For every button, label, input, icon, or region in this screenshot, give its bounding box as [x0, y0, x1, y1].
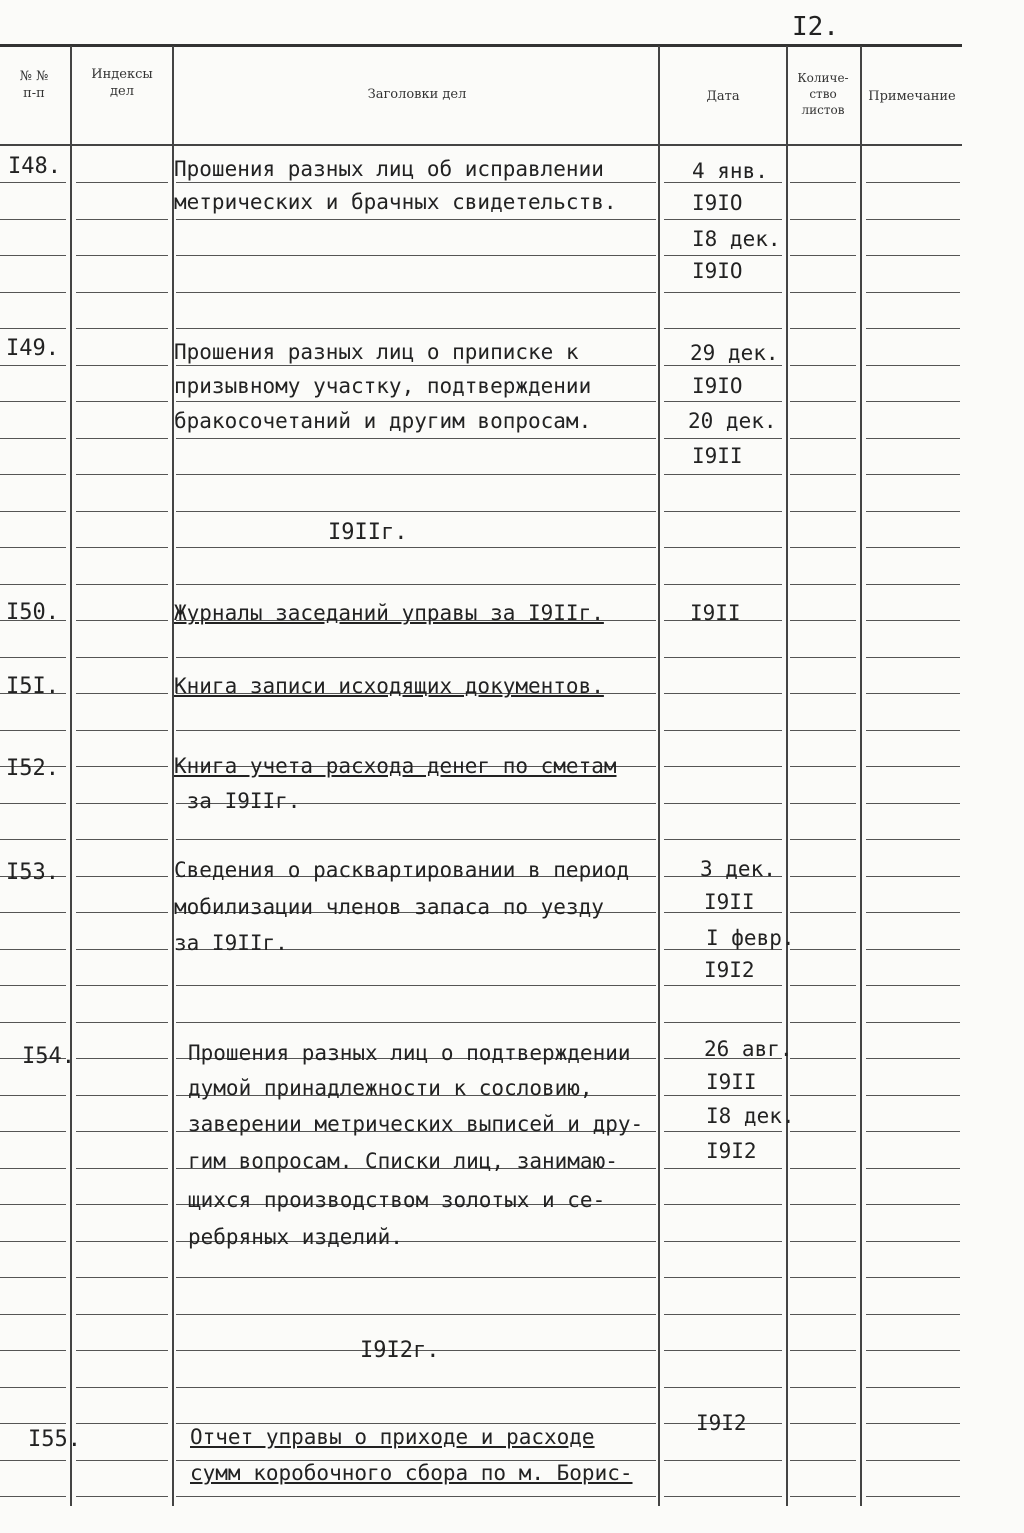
ruled-line: [0, 255, 66, 256]
ruled-line: [0, 657, 66, 658]
ruled-line: [176, 401, 656, 402]
ruled-line: [664, 1387, 782, 1388]
ruled-line: [790, 1204, 856, 1205]
ruled-line: [790, 1350, 856, 1351]
ruled-line: [0, 584, 66, 585]
ruled-line: [790, 1314, 856, 1315]
ruled-line: [866, 365, 960, 366]
header-index: Индексы дел: [91, 67, 153, 99]
ruled-line: [866, 1022, 960, 1023]
ruled-line: [866, 839, 960, 840]
ruled-line: [664, 328, 782, 329]
ruled-line: [0, 1241, 66, 1242]
ruled-line: [866, 1423, 960, 1424]
ruled-line: [790, 803, 856, 804]
ruled-line: [790, 1095, 856, 1096]
record-date-line: 26 авг.: [704, 1037, 793, 1061]
record-title-line: гим вопросам. Списки лиц, занимаю-: [188, 1149, 618, 1173]
ruled-line: [176, 511, 656, 512]
ruled-line: [176, 584, 656, 585]
ruled-line: [76, 255, 168, 256]
ruled-line: [176, 365, 656, 366]
ruled-line: [866, 474, 960, 475]
ruled-line: [866, 912, 960, 913]
ruled-line: [176, 328, 656, 329]
ruled-line: [176, 547, 656, 548]
ruled-line: [0, 839, 66, 840]
ruled-line: [176, 730, 656, 731]
ruled-line: [0, 1387, 66, 1388]
ruled-line: [664, 1168, 782, 1169]
ruled-line: [76, 219, 168, 220]
record-title-line: Прошения разных лиц о подтверждении: [188, 1041, 631, 1065]
ruled-line: [76, 876, 168, 877]
ruled-line: [176, 1022, 656, 1023]
ruled-line: [664, 1131, 782, 1132]
ruled-line: [0, 1350, 66, 1351]
ruled-line: [76, 1168, 168, 1169]
ruled-line: [76, 839, 168, 840]
ruled-line: [664, 255, 782, 256]
ruled-line: [866, 657, 960, 658]
ruled-line: [176, 255, 656, 256]
ruled-line: [866, 1131, 960, 1132]
ruled-line: [176, 1387, 656, 1388]
ruled-line: [664, 803, 782, 804]
ruled-line: [76, 912, 168, 913]
record-date-line: 20 дек.: [688, 409, 777, 433]
header-num: № № п-п: [19, 69, 49, 101]
ruled-line: [790, 1387, 856, 1388]
ruled-line: [664, 1314, 782, 1315]
record-title-line: за I9IIг.: [174, 931, 288, 955]
record-title-line: призывному участку, подтверждении: [174, 374, 592, 398]
ruled-line: [76, 985, 168, 986]
col-rule-3: [658, 46, 660, 1506]
ruled-line: [790, 693, 856, 694]
ruled-line: [76, 547, 168, 548]
ruled-line: [0, 1168, 66, 1169]
record-date-line: I февр.: [706, 926, 795, 950]
record-date-line: I9IO: [692, 191, 743, 215]
year-heading: I9IIг.: [328, 520, 408, 545]
ruled-line: [0, 1131, 66, 1132]
ruled-line: [790, 1460, 856, 1461]
record-number: I49.: [6, 336, 59, 361]
ruled-line: [664, 766, 782, 767]
record-title-line: Прошения разных лиц об исправлении: [174, 157, 604, 181]
ruled-line: [866, 1496, 960, 1497]
ruled-line: [0, 511, 66, 512]
ruled-line: [664, 839, 782, 840]
ruled-line: [0, 1314, 66, 1315]
ruled-line: [76, 657, 168, 658]
record-date-line: I9II: [692, 444, 743, 468]
ruled-line: [0, 912, 66, 913]
ruled-line: [790, 766, 856, 767]
record-title-line: Отчет управы о приходе и расходе: [190, 1425, 595, 1449]
ruled-line: [664, 219, 782, 220]
ruled-line: [664, 1022, 782, 1023]
ruled-line: [664, 511, 782, 512]
ruled-line: [866, 1460, 960, 1461]
ruled-line: [790, 584, 856, 585]
ruled-line: [76, 1204, 168, 1205]
record-date-line: I9II: [706, 1070, 757, 1094]
ruled-line: [76, 730, 168, 731]
ruled-line: [76, 584, 168, 585]
ruled-line: [866, 182, 960, 183]
ruled-line: [664, 657, 782, 658]
record-title-line: щихся производством золотых и се-: [188, 1188, 606, 1212]
record-title-line: заверении метрических выписей и дру-: [188, 1112, 644, 1136]
ruled-line: [0, 1423, 66, 1424]
record-title-line: метрических и брачных свидетельств.: [174, 190, 617, 214]
ruled-line: [0, 1496, 66, 1497]
page-number: I2.: [792, 12, 839, 42]
ruled-line: [790, 1423, 856, 1424]
ruled-line: [76, 401, 168, 402]
ruled-line: [866, 292, 960, 293]
ruled-line: [0, 985, 66, 986]
ruled-line: [664, 1095, 782, 1096]
top-rule: [0, 44, 962, 47]
ruled-line: [176, 985, 656, 986]
ruled-line: [866, 401, 960, 402]
ruled-line: [866, 1277, 960, 1278]
record-date-line: I8 дек.: [692, 227, 781, 251]
ruled-line: [790, 328, 856, 329]
ruled-line: [790, 839, 856, 840]
ruled-line: [0, 182, 66, 183]
ruled-line: [790, 730, 856, 731]
record-date-line: I8 дек.: [706, 1104, 795, 1128]
record-title-line: думой принадлежности к сословию,: [188, 1076, 593, 1100]
ruled-line: [664, 1460, 782, 1461]
ruled-line: [76, 949, 168, 950]
record-number: I54.: [22, 1044, 75, 1069]
record-date-line: I9II: [704, 890, 755, 914]
ruled-line: [866, 547, 960, 548]
ruled-line: [176, 1314, 656, 1315]
ruled-line: [866, 620, 960, 621]
ruled-line: [790, 547, 856, 548]
ruled-line: [790, 657, 856, 658]
ruled-line: [76, 1314, 168, 1315]
ruled-line: [0, 1277, 66, 1278]
ruled-line: [866, 1241, 960, 1242]
ruled-line: [664, 1277, 782, 1278]
ruled-line: [176, 1496, 656, 1497]
ruled-line: [76, 438, 168, 439]
ruled-line: [76, 1423, 168, 1424]
ruled-line: [0, 474, 66, 475]
ruled-line: [76, 1350, 168, 1351]
ruled-line: [0, 1022, 66, 1023]
ruled-line: [866, 1350, 960, 1351]
ruled-line: [866, 803, 960, 804]
ruled-line: [790, 182, 856, 183]
ruled-line: [790, 438, 856, 439]
ruled-line: [176, 438, 656, 439]
ruled-line: [664, 1241, 782, 1242]
ruled-line: [790, 511, 856, 512]
ruled-line: [0, 365, 66, 366]
record-date-line: 3 дек.: [700, 857, 776, 881]
ruled-line: [76, 1058, 168, 1059]
ruled-line: [76, 292, 168, 293]
record-number: I50.: [6, 600, 59, 625]
ruled-line: [866, 985, 960, 986]
ruled-line: [866, 766, 960, 767]
ruled-line: [866, 328, 960, 329]
record-number: I55.: [28, 1427, 81, 1452]
record-number: I5I.: [6, 674, 59, 699]
ruled-line: [790, 1058, 856, 1059]
ruled-line: [0, 1460, 66, 1461]
ruled-line: [664, 1496, 782, 1497]
header-title: Заголовки дел: [367, 87, 467, 102]
record-date-line: I9I2: [706, 1139, 757, 1163]
record-title-line: ребряных изделий.: [188, 1225, 403, 1249]
record-date-line: I9II: [690, 601, 741, 625]
ruled-line: [790, 985, 856, 986]
ruled-line: [866, 438, 960, 439]
header-sheets: Количе- ство листов: [797, 71, 849, 117]
ruled-line: [664, 1350, 782, 1351]
ruled-line: [866, 1058, 960, 1059]
ruled-line: [76, 511, 168, 512]
record-title-line: бракосочетаний и другим вопросам.: [174, 409, 592, 433]
record-title-line: мобилизации членов запаса по уезду: [174, 895, 604, 919]
ruled-line: [866, 1204, 960, 1205]
ruled-line: [176, 1277, 656, 1278]
ruled-line: [76, 620, 168, 621]
ruled-line: [866, 730, 960, 731]
ruled-line: [76, 1131, 168, 1132]
record-title-line: Книга учета расхода денег по сметам: [174, 754, 617, 778]
header-notes: Примечание: [868, 89, 956, 104]
ruled-line: [866, 1168, 960, 1169]
ruled-line: [0, 292, 66, 293]
ruled-line: [0, 219, 66, 220]
header-bottom-rule: [0, 144, 962, 146]
record-date-line: I9I2: [696, 1411, 747, 1435]
ruled-line: [790, 365, 856, 366]
record-title-line: Сведения о расквартировании в период: [174, 858, 630, 882]
col-rule-5: [860, 46, 862, 1506]
ruled-line: [0, 547, 66, 548]
ruled-line: [790, 912, 856, 913]
ruled-line: [866, 219, 960, 220]
header-date: Дата: [706, 89, 740, 104]
record-number: I52.: [6, 756, 59, 781]
record-date-line: I9IO: [692, 259, 743, 283]
record-title-line: за I9IIг.: [174, 789, 301, 813]
ruled-line: [0, 949, 66, 950]
ruled-line: [790, 949, 856, 950]
ruled-line: [790, 1241, 856, 1242]
ruled-line: [664, 438, 782, 439]
ruled-line: [664, 474, 782, 475]
ruled-line: [790, 255, 856, 256]
ruled-line: [176, 474, 656, 475]
ruled-line: [76, 328, 168, 329]
ruled-line: [76, 365, 168, 366]
record-title-line: сумм коробочного сбора по м. Борис-: [190, 1461, 633, 1485]
ruled-line: [76, 1241, 168, 1242]
ruled-line: [866, 949, 960, 950]
ruled-line: [0, 1095, 66, 1096]
ruled-line: [664, 693, 782, 694]
ruled-line: [0, 401, 66, 402]
record-date-line: I9IO: [692, 374, 743, 398]
ruled-line: [0, 803, 66, 804]
year-heading: I9I2г.: [360, 1338, 440, 1363]
ruled-line: [664, 730, 782, 731]
ruled-line: [176, 219, 656, 220]
ruled-line: [76, 182, 168, 183]
ruled-line: [790, 1131, 856, 1132]
ruled-line: [790, 292, 856, 293]
ruled-line: [790, 876, 856, 877]
record-title-line: Книга записи исходящих документов.: [174, 674, 604, 698]
ruled-line: [790, 219, 856, 220]
col-rule-1: [70, 46, 72, 1506]
ruled-line: [76, 766, 168, 767]
ruled-line: [790, 1022, 856, 1023]
record-title-line: Прошения разных лиц о приписке к: [174, 340, 579, 364]
ruled-line: [176, 839, 656, 840]
ruled-line: [664, 584, 782, 585]
ruled-line: [0, 438, 66, 439]
ruled-line: [76, 803, 168, 804]
ruled-line: [790, 401, 856, 402]
ruled-line: [866, 1387, 960, 1388]
ruled-line: [790, 1496, 856, 1497]
record-title-line: Журналы заседаний управы за I9IIг.: [174, 601, 604, 625]
record-date-line: I9I2: [704, 958, 755, 982]
ruled-line: [790, 620, 856, 621]
ruled-line: [0, 730, 66, 731]
ruled-line: [176, 182, 656, 183]
ruled-line: [0, 1204, 66, 1205]
ruled-line: [76, 1022, 168, 1023]
ruled-line: [0, 328, 66, 329]
ruled-line: [866, 511, 960, 512]
ruled-line: [76, 1496, 168, 1497]
ruled-line: [866, 1314, 960, 1315]
col-rule-4: [786, 46, 788, 1506]
ruled-line: [76, 1460, 168, 1461]
ruled-line: [76, 1095, 168, 1096]
ruled-line: [866, 255, 960, 256]
ruled-line: [176, 657, 656, 658]
record-number: I48.: [8, 154, 61, 179]
ruled-line: [76, 474, 168, 475]
ruled-line: [76, 693, 168, 694]
ruled-line: [790, 1277, 856, 1278]
ruled-line: [664, 401, 782, 402]
ruled-line: [866, 584, 960, 585]
ruled-line: [866, 1095, 960, 1096]
ruled-line: [866, 693, 960, 694]
ruled-line: [866, 876, 960, 877]
ruled-line: [664, 1204, 782, 1205]
ruled-line: [790, 1168, 856, 1169]
ruled-line: [176, 292, 656, 293]
ruled-line: [664, 292, 782, 293]
ruled-line: [664, 985, 782, 986]
record-number: I53.: [6, 860, 59, 885]
ruled-line: [76, 1277, 168, 1278]
ruled-line: [76, 1387, 168, 1388]
record-date-line: 4 янв.: [692, 159, 768, 183]
record-date-line: 29 дек.: [690, 341, 779, 365]
ruled-line: [790, 474, 856, 475]
ruled-line: [664, 547, 782, 548]
